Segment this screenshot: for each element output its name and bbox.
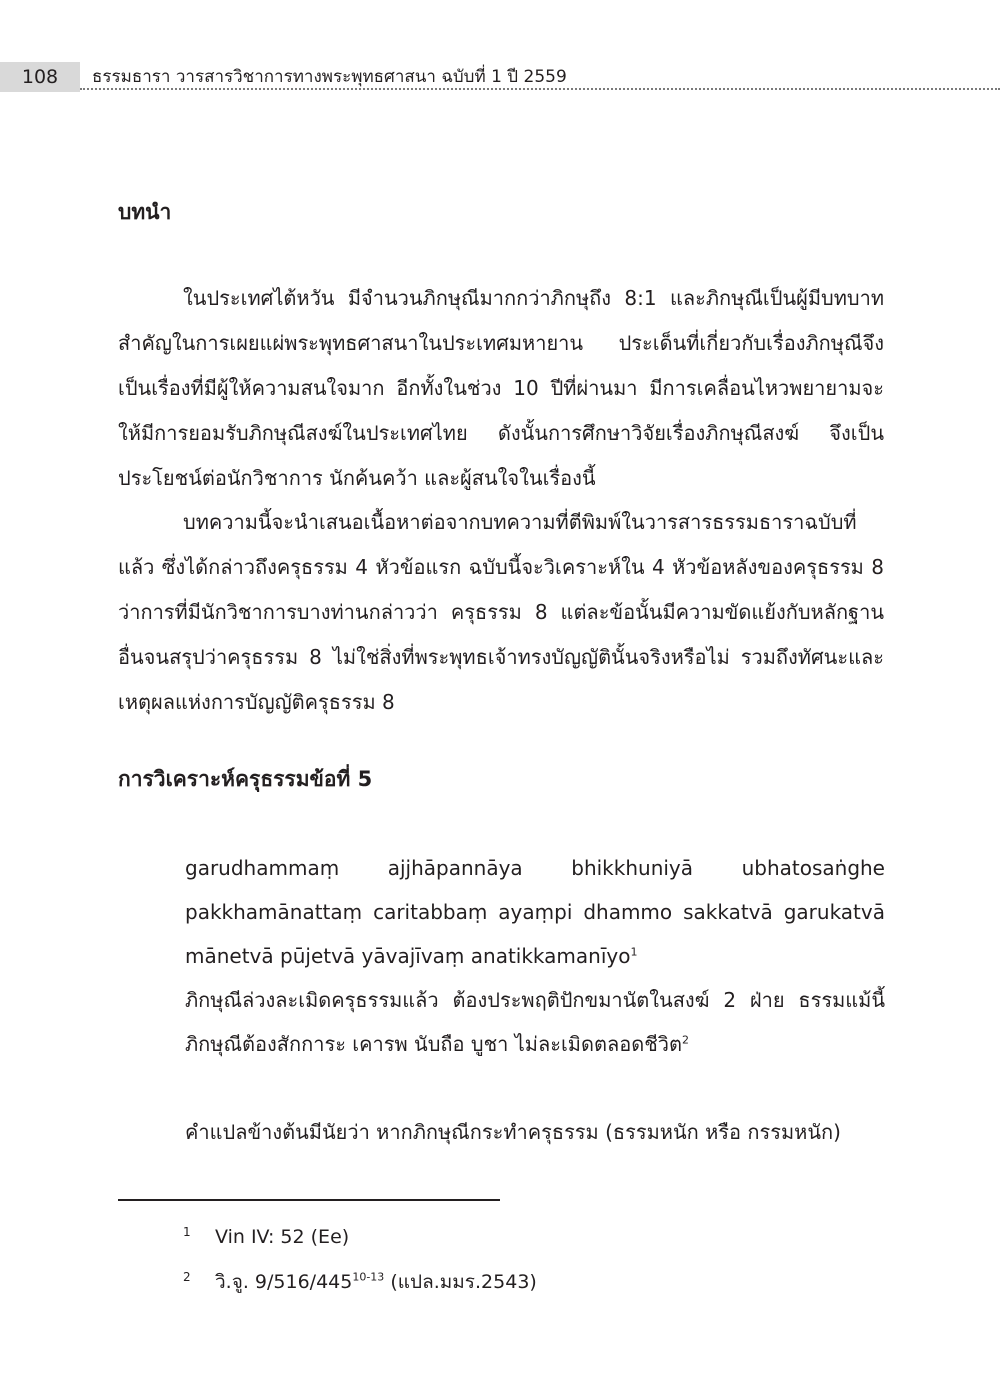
footnote-tail: (แปล.มมร.2543) <box>384 1271 537 1293</box>
intro-paragraph-2: บทความนี้จะนำเสนอเนื้อหาต่อจากบทความที่ตีพิมพ์ในวารสารธรรมธาราฉบับที่แล้ว ซึ่งได้กล่าวถึงครุธรรม 4 หัวข้อแรก ฉบับนี้จะวิเคราะห์ใน 4 หัวข้อหลังของครุธรรม 8 ว่าการที่มีนักวิชาการบางท่านกล่าวว่า ครุธรรม 8 แต่ละข้อนั้นมีความขัดแย้งกับหลักฐานอื่นจนสรุปว่าครุธรรม 8 ไม่ใช่สิ่งที่พระพุทธเจ้าทรงบัญญัตินั้นจริงหรือไม่ รวมถึงทัศนะและเหตุผลแห่งการบัญญัติครุธรรม 8 <box>118 510 884 714</box>
section-heading-analysis: การวิเคราะห์ครุธรรมข้อที่ 5 <box>118 767 373 791</box>
footnote-text: Vin IV: 52 (Ee) <box>215 1226 350 1248</box>
footnote-1 <box>183 1223 349 1251</box>
footnote-separator <box>118 1199 500 1201</box>
footnote-number: 1 <box>183 1225 191 1239</box>
footnote-2 <box>183 1268 537 1296</box>
pali-quote <box>185 846 885 978</box>
page-number: 108 <box>21 66 59 88</box>
footnote-superscript: 10-13 <box>352 1270 385 1284</box>
running-header: ธรรมธารา วารสารวิชาการทางพระพุทธศาสนา ฉบับที่ 1 ปี 2559 <box>92 67 567 87</box>
pali-quote-text: garudhammaṃ ajjhāpannāya bhikkhuniyā ubhatosaṅghe pakkhamānattaṃ caritabbaṃ ayaṃpi dhammo sakkatvā garukatvā mānetvā pūjetvā yāvajīvaṃ anatikkamanīyo <box>185 856 885 968</box>
footnote-number: 2 <box>183 1270 191 1284</box>
footnote-text: วิ.จู. 9/516/445 <box>215 1271 353 1293</box>
section-heading-intro: บทนำ <box>118 200 172 224</box>
footnote-ref-1: 1 <box>630 945 638 959</box>
explanation-paragraph: คำแปลข้างต้นมีนัยว่า หากภิกษุณีกระทำครุธรรม (ธรรมหนัก หรือ กรรมหนัก) <box>185 1120 841 1144</box>
header-dotted-rule <box>80 88 1000 90</box>
thai-translation-text: ภิกษุณีล่วงละเมิดครุธรรมแล้ว ต้องประพฤติปักขมานัตในสงฆ์ 2 ฝ่าย ธรรมแม้นี้ ภิกษุณีต้องสักการะ เคารพ นับถือ บูชา ไม่ละเมิดตลอดชีวิต <box>185 988 885 1056</box>
thai-translation <box>185 978 885 1066</box>
intro-paragraph-1: ในประเทศไต้หวัน มีจำนวนภิกษุณีมากกว่าภิกษุถึง 8:1 และภิกษุณีเป็นผู้มีบทบาทสำคัญในการเผยแผ่พระพุทธศาสนาในประเทศมหายาน ประเด็นที่เกี่ยวกับเรื่องภิกษุณีจึงเป็นเรื่องที่มีผู้ให้ความสนใจมาก อีกทั้งในช่วง 10 ปีที่ผ่านมา มีการเคลื่อนไหวพยายามจะให้มีการยอมรับภิกษุณีสงฆ์ในประเทศไทย ดังนั้นการศึกษาวิจัยเรื่องภิกษุณีสงฆ์ จึงเป็นประโยชน์ต่อนักวิชาการ นักค้นคว้า และผู้สนใจในเรื่องนี้ <box>118 286 884 490</box>
footnote-ref-2: 2 <box>682 1033 690 1047</box>
